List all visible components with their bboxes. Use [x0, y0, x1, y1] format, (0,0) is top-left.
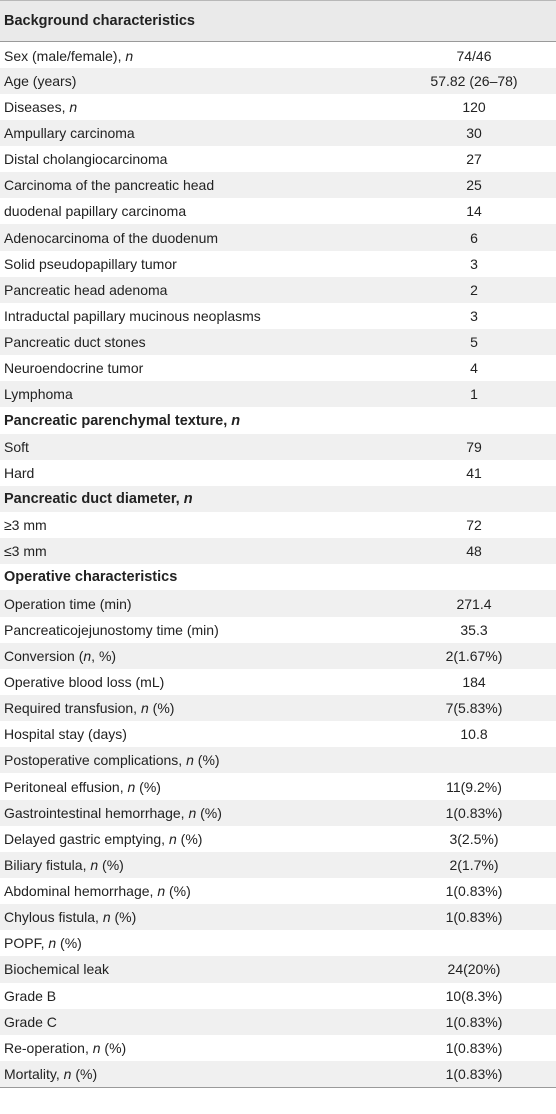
row-label: [0, 460, 392, 486]
table-row: [0, 538, 556, 564]
row-label-italic: n: [102, 909, 111, 926]
row-label-text: Intraductal papillary mucinous neoplasms: [4, 307, 261, 324]
row-value: 120: [462, 98, 486, 115]
row-value: 35.3: [460, 621, 488, 638]
row-label-italic: n: [140, 700, 149, 717]
table-row: [0, 773, 556, 799]
table-row: [0, 1061, 556, 1087]
row-label-italic: n: [90, 856, 99, 873]
row-label-text: ≥3 mm: [4, 517, 47, 534]
row-label-text: Hospital stay (days): [4, 726, 127, 743]
table-row: [0, 42, 556, 68]
row-value: 6: [470, 229, 478, 246]
row-label: [0, 224, 392, 250]
row-label-text: Required transfusion,: [4, 700, 141, 717]
row-label: [0, 669, 392, 695]
row-value: 4: [470, 360, 478, 377]
row-label: [0, 617, 392, 643]
row-label: [0, 852, 392, 878]
table-row: [0, 1009, 556, 1035]
row-label-italic: n: [92, 1039, 101, 1056]
table-row: [0, 355, 556, 381]
row-label-suffix: (%): [100, 1039, 127, 1056]
row-value: [392, 407, 556, 433]
row-label: [0, 198, 392, 224]
row-value: [392, 930, 556, 956]
row-label-text: Carcinoma of the pancreatic head: [4, 177, 215, 194]
row-value: 11(9.2%): [446, 778, 502, 795]
table-header-title: Background characteristics: [0, 1, 556, 42]
row-label-italic: n: [157, 883, 166, 900]
row-value: 1(0.83%): [445, 1013, 503, 1030]
row-label-suffix: (%): [165, 883, 191, 900]
row-label: [0, 643, 392, 669]
row-label-text: Soft: [4, 438, 29, 455]
table-body: [0, 42, 556, 1088]
table-row: [0, 617, 556, 643]
row-label-suffix: (%): [148, 700, 175, 717]
row-value: 74/46: [456, 48, 492, 65]
table-row: [0, 460, 556, 486]
row-label-text: Grade C: [4, 1013, 57, 1030]
row-label-text: Mortality,: [4, 1065, 64, 1082]
row-label: [0, 1009, 392, 1035]
row-label-text: Delayed gastric emptying,: [4, 830, 169, 847]
row-label-suffix: (%): [98, 856, 124, 873]
row-value: 271.4: [456, 595, 492, 612]
row-label-text: Abdominal hemorrhage,: [4, 883, 158, 900]
row-label-text: Pancreatic duct diameter,: [4, 490, 184, 507]
row-value: 57.82 (26–78): [430, 72, 518, 89]
row-label-italic: n: [125, 48, 134, 65]
row-label: [0, 329, 392, 355]
table-row: [0, 277, 556, 303]
row-value: 2(1.7%): [449, 856, 499, 873]
table-row: [0, 1035, 556, 1061]
row-label-text: Re-operation,: [4, 1039, 93, 1056]
row-label-suffix: (%): [71, 1065, 98, 1082]
row-label-text: Sex (male/female),: [4, 48, 126, 65]
row-label-text: Conversion (: [4, 647, 84, 664]
row-value: [392, 486, 556, 512]
table-section-row: [0, 564, 556, 590]
row-label-text: Diseases,: [4, 98, 70, 115]
row-label: [0, 956, 392, 982]
row-label: [0, 355, 392, 381]
row-label: [0, 120, 392, 146]
table-row: [0, 172, 556, 198]
row-label: [0, 146, 392, 172]
row-label: [0, 68, 392, 94]
row-label-suffix: , %): [91, 647, 117, 664]
table-row: [0, 826, 556, 852]
row-label: [0, 983, 392, 1009]
row-label-text: Operation time (min): [4, 595, 132, 612]
table-section-row: [0, 486, 556, 512]
row-value: [392, 747, 556, 773]
row-value: 1(0.83%): [392, 1061, 556, 1087]
row-label-text: Biochemical leak: [4, 961, 110, 978]
row-label-text: Peritoneal effusion,: [4, 778, 128, 795]
row-label-text: Pancreatic head adenoma: [4, 281, 168, 298]
row-value: 14: [466, 203, 482, 220]
row-label: [0, 930, 392, 956]
table-row: [0, 747, 556, 773]
table-row: [0, 904, 556, 930]
table-row: [0, 512, 556, 538]
row-label-italic: n: [188, 804, 197, 821]
row-value: 10.8: [460, 726, 488, 743]
row-value: 10(8.3%): [445, 987, 503, 1004]
row-label-text: Postoperative complications,: [4, 752, 187, 769]
row-label-text: ≤3 mm: [4, 543, 47, 560]
row-label: [0, 826, 392, 852]
row-label-text: duodenal papillary carcinoma: [4, 203, 187, 220]
row-value: 3: [470, 255, 478, 272]
row-label-italic: n: [83, 647, 92, 664]
row-label-italic: n: [183, 490, 193, 507]
table-row: [0, 643, 556, 669]
table-row: [0, 983, 556, 1009]
row-label-text: Biliary fistula,: [4, 856, 91, 873]
table-row: [0, 721, 556, 747]
row-label-suffix: (%): [56, 935, 82, 952]
row-label: [0, 277, 392, 303]
table-row: [0, 590, 556, 616]
row-label: [0, 486, 392, 512]
table-row: [0, 68, 556, 94]
row-label: [0, 94, 392, 120]
row-value: 1(0.83%): [445, 909, 503, 926]
row-label-text: Adenocarcinoma of the duodenum: [4, 229, 219, 246]
row-label: [0, 695, 392, 721]
header-row: [0, 1, 556, 42]
row-label-italic: n: [63, 1065, 72, 1082]
table-row: [0, 669, 556, 695]
table-row: [0, 434, 556, 460]
row-value: 27: [466, 151, 482, 168]
row-label: [0, 904, 392, 930]
row-value: 2: [470, 281, 478, 298]
row-label-text: Distal cholangiocarcinoma: [4, 151, 168, 168]
row-label-text: POPF,: [4, 935, 49, 952]
table-header: [0, 1, 556, 42]
row-label: [0, 800, 392, 826]
row-value: 48: [466, 543, 482, 560]
row-label-text: Ampullary carcinoma: [4, 124, 135, 141]
row-label-italic: n: [69, 98, 78, 115]
table-row: [0, 329, 556, 355]
row-label-text: Hard: [4, 464, 35, 481]
row-label: [0, 1035, 392, 1061]
row-value: 30: [466, 124, 482, 141]
table-row: [0, 120, 556, 146]
row-label: [0, 1061, 392, 1087]
table-row: [0, 930, 556, 956]
row-value: 72: [466, 517, 482, 534]
row-label-italic: n: [186, 752, 194, 769]
row-label-suffix: (%): [110, 909, 137, 926]
row-label: [0, 512, 392, 538]
row-value: 1(0.83%): [445, 883, 503, 900]
row-label-suffix: (%): [135, 778, 161, 795]
row-label: [0, 773, 392, 799]
row-label: [0, 42, 392, 68]
table-row: [0, 198, 556, 224]
row-value: 1(0.83%): [445, 804, 503, 821]
row-label-italic: n: [127, 778, 136, 795]
row-label-italic: n: [48, 935, 57, 952]
row-label: [0, 747, 392, 773]
row-label-text: Neuroendocrine tumor: [4, 360, 144, 377]
row-label: [0, 381, 392, 407]
row-label: [0, 564, 392, 590]
table-row: [0, 800, 556, 826]
row-label: [0, 407, 392, 433]
row-label: [0, 434, 392, 460]
row-value: 41: [466, 464, 482, 481]
row-value: 5: [470, 334, 478, 351]
row-label-text: Pancreatic duct stones: [4, 334, 146, 351]
row-label-text: Gastrointestinal hemorrhage,: [4, 804, 189, 821]
row-value: 79: [466, 438, 482, 455]
table-row: [0, 852, 556, 878]
row-value: 3: [470, 307, 478, 324]
row-label-text: Operative blood loss (mL): [4, 673, 165, 690]
row-value: 24(20%): [447, 961, 501, 978]
row-label: [0, 538, 392, 564]
row-label: [0, 721, 392, 747]
table-row: [0, 251, 556, 277]
table-row: [0, 956, 556, 982]
row-label-text: Pancreatic parenchymal texture,: [4, 412, 232, 429]
table-row: [0, 695, 556, 721]
row-label-suffix: (%): [193, 752, 220, 769]
row-value: 1(0.83%): [445, 1039, 503, 1056]
row-label: [0, 251, 392, 277]
row-label-italic: n: [231, 412, 241, 429]
table-row: [0, 94, 556, 120]
row-label-text: Chylous fistula,: [4, 909, 103, 926]
row-label: [0, 303, 392, 329]
table-row: [0, 146, 556, 172]
row-label-text: Grade B: [4, 987, 57, 1004]
row-label-italic: n: [168, 830, 177, 847]
row-value: 1: [470, 386, 478, 403]
row-label-text: Pancreaticojejunostomy time (min): [4, 621, 219, 638]
row-label: [0, 590, 392, 616]
row-value: 184: [462, 673, 486, 690]
table-row: [0, 381, 556, 407]
row-label-text: Age (years): [4, 72, 77, 89]
table-row: [0, 303, 556, 329]
row-value: 25: [466, 177, 482, 194]
table-row: [0, 878, 556, 904]
row-label-text: Lymphoma: [4, 386, 73, 403]
row-label: [0, 172, 392, 198]
row-value: [392, 564, 556, 590]
row-label: [0, 878, 392, 904]
row-value: 2(1.67%): [445, 647, 503, 664]
table-row: [0, 224, 556, 250]
row-label-text: Operative characteristics: [4, 569, 178, 586]
table-section-row: [0, 407, 556, 433]
row-label-suffix: (%): [176, 830, 203, 847]
row-value: 3(2.5%): [449, 830, 499, 847]
row-value: 7(5.83%): [445, 700, 503, 717]
row-label-text: Solid pseudopapillary tumor: [4, 255, 177, 272]
row-label-suffix: (%): [196, 804, 222, 821]
